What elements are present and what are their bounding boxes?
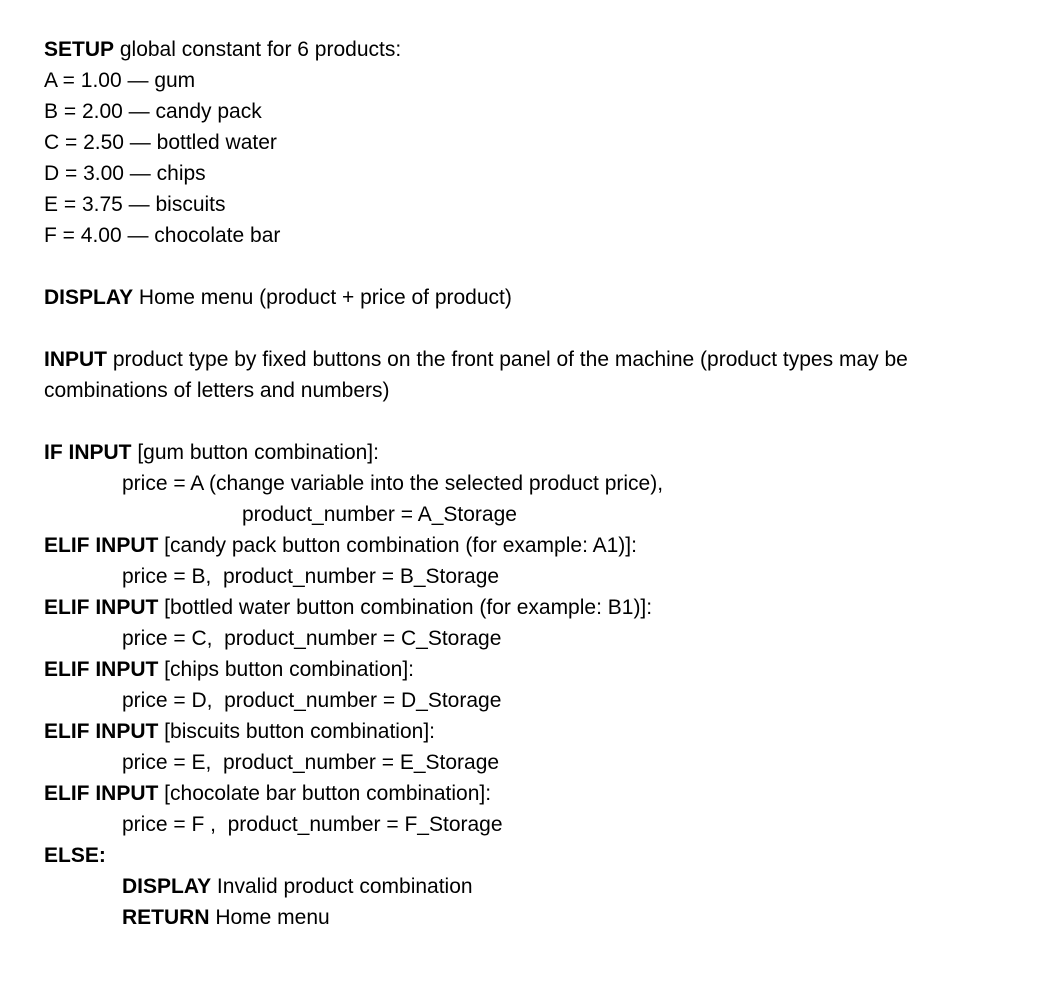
input-line [44,344,1014,406]
elif-body-chocolate: price = F , product_number = F_Storage [122,813,503,836]
elif-line-chips [44,654,1014,685]
elif-keyword: ELIF INPUT [44,596,159,619]
elif-body-biscuits: price = E, product_number = E_Storage [122,751,500,774]
constant-a: A = 1.00 — gum [44,69,196,92]
elif-line-candy [44,530,1014,561]
elif-keyword: ELIF INPUT [44,658,159,681]
else-return-keyword: RETURN [122,906,210,929]
elif-body-water: price = C, product_number = C_Storage [122,627,502,650]
elif-line-water [44,592,1014,623]
elif-body-candy: price = B, product_number = B_Storage [122,565,500,588]
else-return-text: Home menu [209,906,330,929]
setup-text: global constant for 6 products: [114,38,402,61]
elif-line-biscuits [44,716,1014,747]
pseudocode-document [44,34,1014,933]
elif-keyword: ELIF INPUT [44,720,159,743]
else-line: ELSE: [44,844,106,867]
elif-condition: [chips button combination]: [158,658,414,681]
display-keyword: DISPLAY [44,286,134,309]
constant-d: D = 3.00 — chips [44,162,206,185]
setup-line [44,34,1014,65]
display-text: Home menu (product + price of product) [133,286,512,309]
elif-keyword: ELIF INPUT [44,534,159,557]
if-body-line-2: product_number = A_Storage [242,503,517,526]
setup-keyword: SETUP [44,38,115,61]
constant-f: F = 4.00 — chocolate bar [44,224,281,247]
constant-b: B = 2.00 — candy pack [44,100,262,123]
if-body-line-1: price = A (change variable into the selected product price), [122,472,664,495]
constant-e: E = 3.75 — biscuits [44,193,226,216]
else-display-line [44,871,1014,902]
elif-condition: [candy pack button combination (for example: A1)]: [158,534,637,557]
if-line [44,437,1014,468]
spacer [44,313,1014,344]
spacer [44,251,1014,282]
constant-c: C = 2.50 — bottled water [44,131,277,154]
elif-body-chips: price = D, product_number = D_Storage [122,689,502,712]
spacer [44,406,1014,437]
input-text: product type by fixed buttons on the front panel of the machine (product types may be combinations of letters and numbers) [44,348,908,402]
elif-condition: [biscuits button combination]: [158,720,435,743]
input-keyword: INPUT [44,348,107,371]
elif-condition: [chocolate bar button combination]: [158,782,492,805]
if-keyword: IF INPUT [44,441,132,464]
else-display-text: Invalid product combination [211,875,473,898]
display-line [44,282,1014,313]
elif-condition: [bottled water button combination (for example: B1)]: [158,596,653,619]
elif-line-chocolate [44,778,1014,809]
elif-keyword: ELIF INPUT [44,782,159,805]
if-condition: [gum button combination]: [131,441,379,464]
else-return-line [44,902,1014,933]
else-display-keyword: DISPLAY [122,875,212,898]
